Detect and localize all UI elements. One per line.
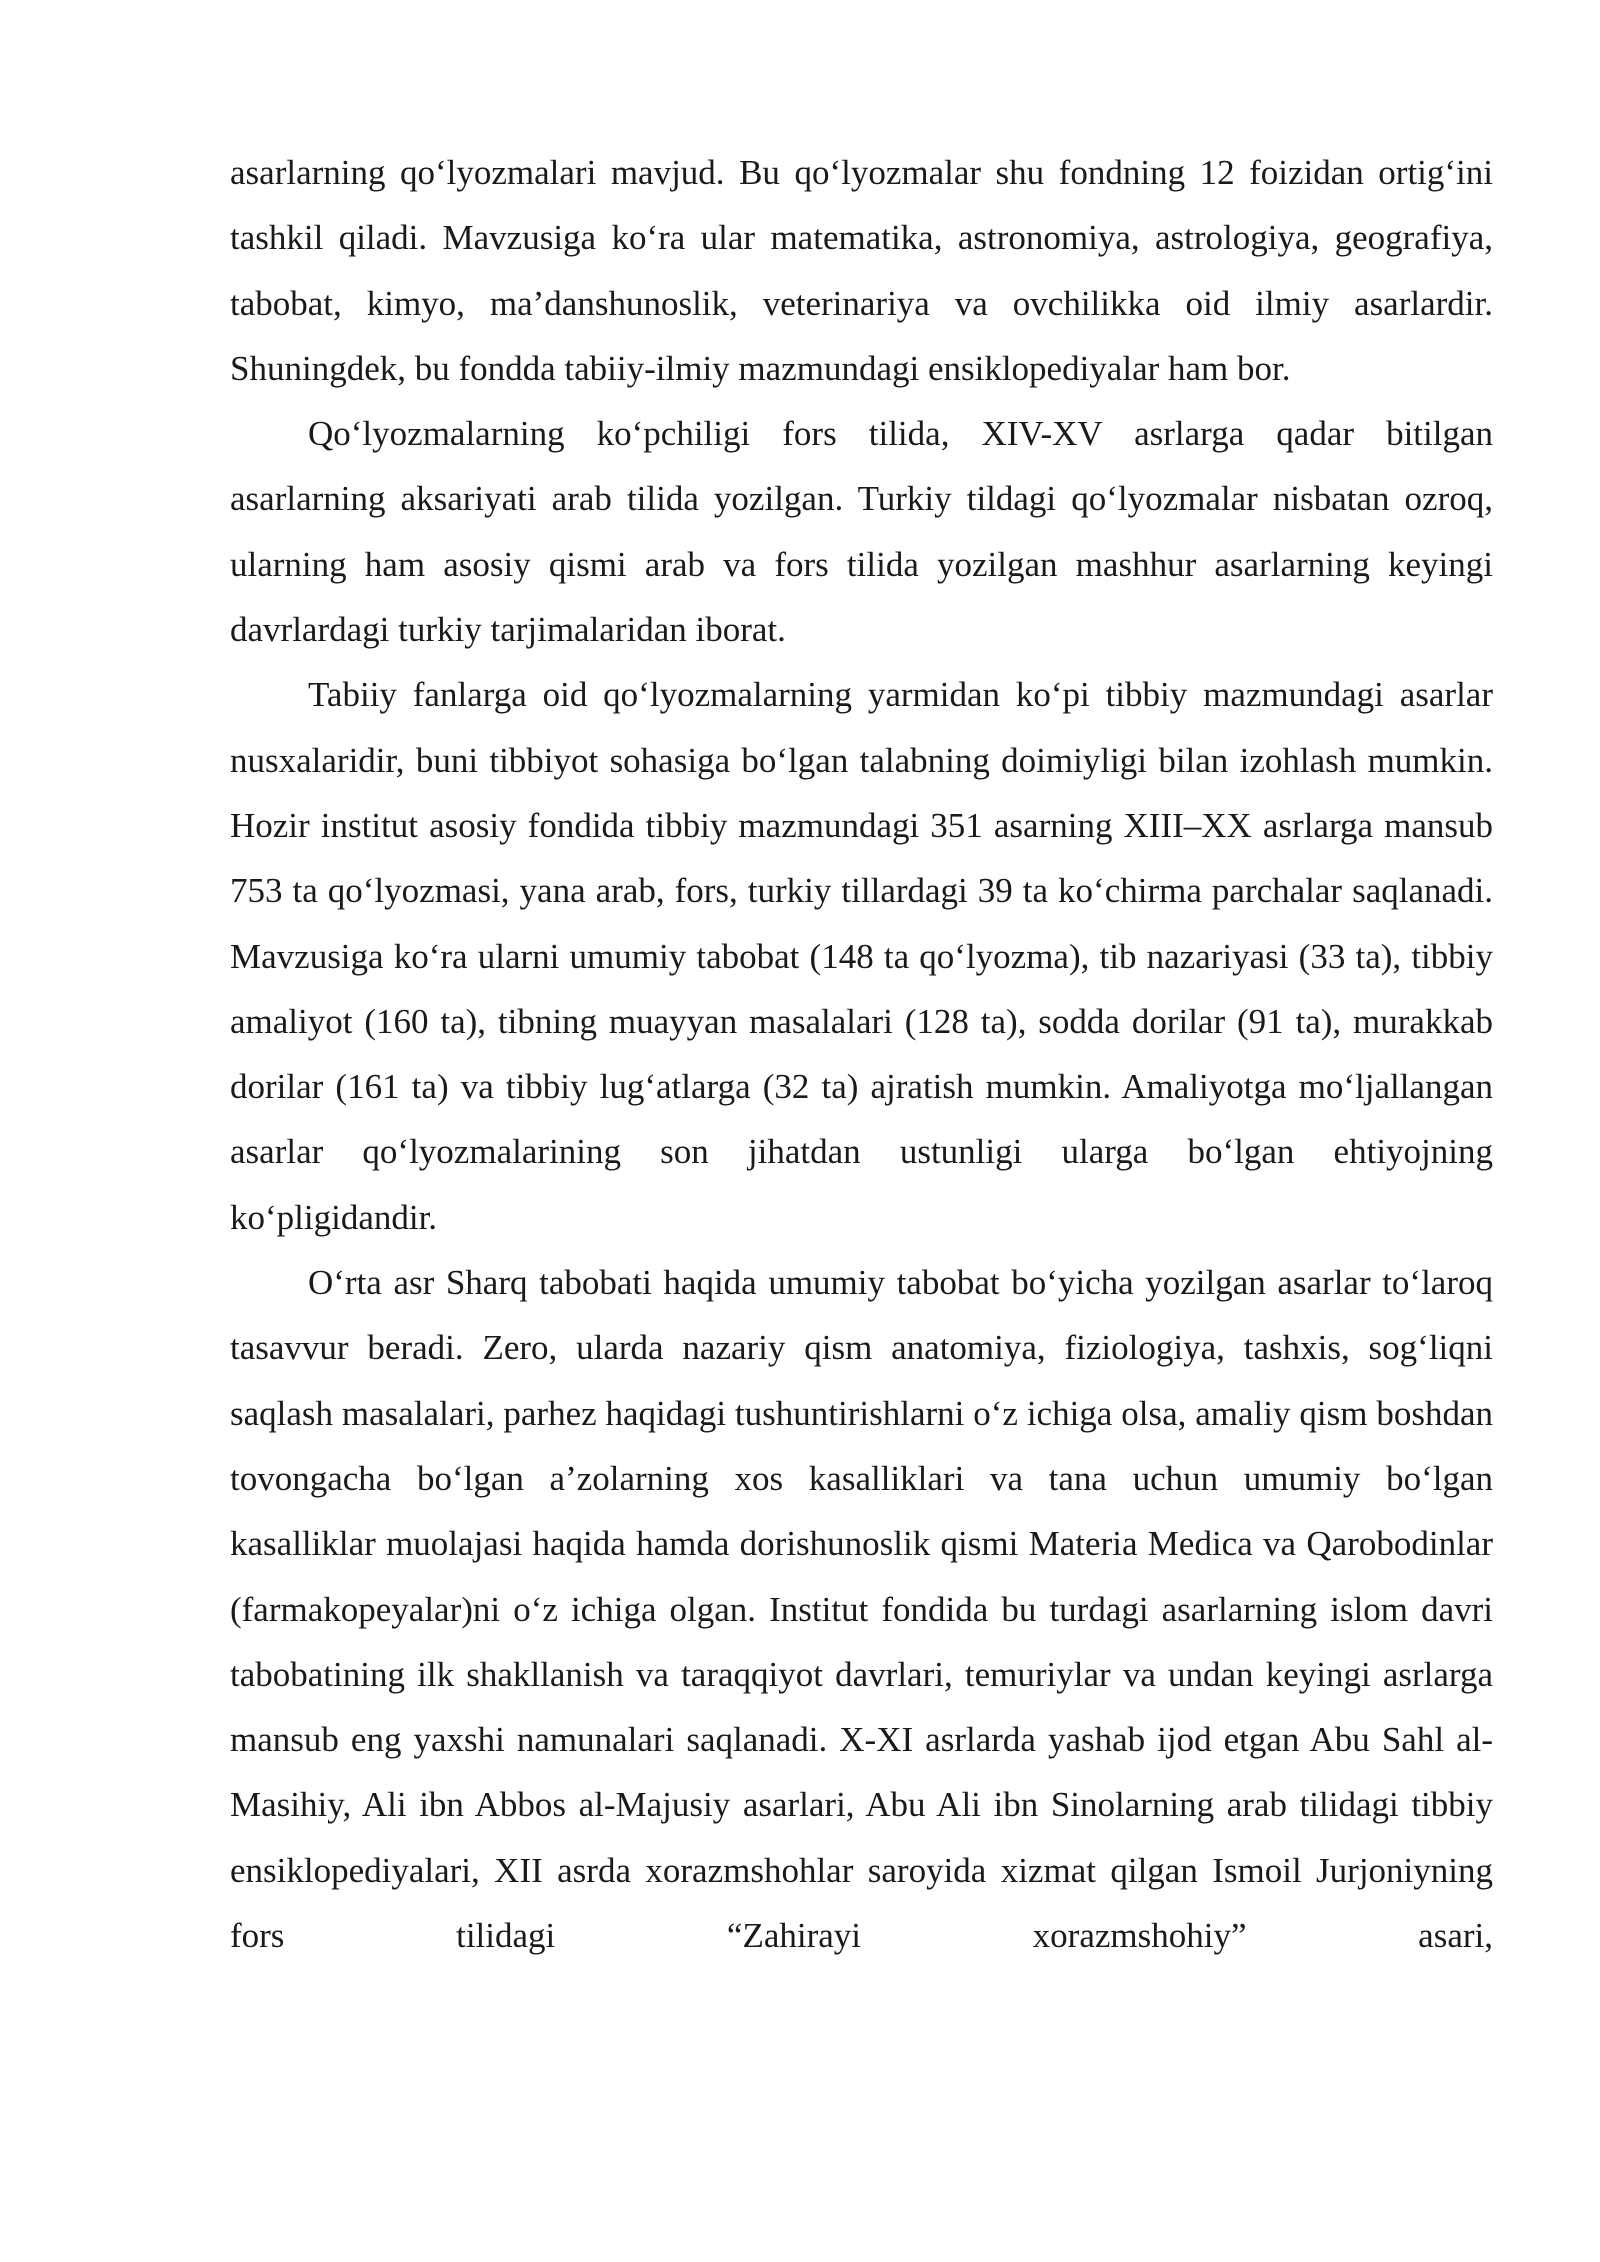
paragraph-1: asarlarning qo‘lyozmalari mavjud. Bu qo‘lyozmalar shu fondning 12 foizidan ortig‘ini tashkil qiladi. Mavzusiga ko‘ra ular matematika, astronomiya, astrologiya, geografiya, tabobat, kimyo, ma’danshunoslik, veterinariya va ovchilikka oid ilmiy asarlardir. Shuningdek, bu fondda tabiiy-ilmiy mazmundagi ensiklopediyalar ham bor. bbox=[230, 153, 1493, 388]
paragraph-4: O‘rta asr Sharq tabobati haqida umumiy tabobat bo‘yicha yozilgan asarlar to‘laroq tasavvur beradi. Zero, ularda nazariy qism anatomiya, fiziologiya, tashxis, sog‘liqni saqlash masalalari, parhez haqidagi tushuntirishlarni o‘z ichiga olsa, amaliy qism boshdan tovongacha bo‘lgan a’zolarning xos kasalliklari va tana uchun umumiy bo‘lgan kasalliklar muolajasi haqida hamda dorishunoslik qismi Materia Medica va Qarobodinlar (farmakopeyalar)ni o‘z ichiga olgan. Institut fondida bu turdagi asarlarning islom davri tabobatining ilk shakllanish va taraqqiyot davrlari, temuriylar va undan keyingi asrlarga mansub eng yaxshi namunalari saqlanadi. X-XI asrlarda yashab ijod etgan Abu Sahl al-Masihiy, Ali ibn Abbos al-Majusiy asarlari, Abu Ali ibn Sinolarning arab tilidagi tibbiy ensiklopediyalari, XII asrda xorazmshohlar saroyida xizmat qilgan Ismoil Jurjoniyning fors tilidagi “Zahirayi xorazmshohiy” asari, bbox=[230, 1263, 1493, 1956]
document-page bbox=[230, 140, 1493, 1968]
paragraph-3: Tabiiy fanlarga oid qo‘lyozmalarning yarmidan ko‘pi tibbiy mazmundagi asarlar nusxalaridir, buni tibbiyot sohasiga bo‘lgan talabning doimiyligi bilan izohlash mumkin. Hozir institut asosiy fondida tibbiy mazmundagi 351 asarning XIII–XX asrlarga mansub 753 ta qo‘lyozmasi, yana arab, fors, turkiy tillardagi 39 ta ko‘chirma parchalar saqlanadi. Mavzusiga ko‘ra ularni umumiy tabobat (148 ta qo‘lyozma), tib nazariyasi (33 ta), tibbiy amaliyot (160 ta), tibning muayyan masalalari (128 ta), sodda dorilar (91 ta), murakkab dorilar (161 ta) va tibbiy lug‘atlarga (32 ta) ajratish mumkin. Amaliyotga mo‘ljallangan asarlar qo‘lyozmalarining son jihatdan ustunligi ularga bo‘lgan ehtiyojning ko‘pligidandir. bbox=[230, 675, 1493, 1237]
paragraph-2: Qo‘lyozmalarning ko‘pchiligi fors tilida, XIV-XV asrlarga qadar bitilgan asarlarning aksariyati arab tilida yozilgan. Turkiy tildagi qo‘lyozmalar nisbatan ozroq, ularning ham asosiy qismi arab va fors tilida yozilgan mashhur asarlarning keyingi davrlardagi turkiy tarjimalaridan iborat. bbox=[230, 414, 1493, 650]
